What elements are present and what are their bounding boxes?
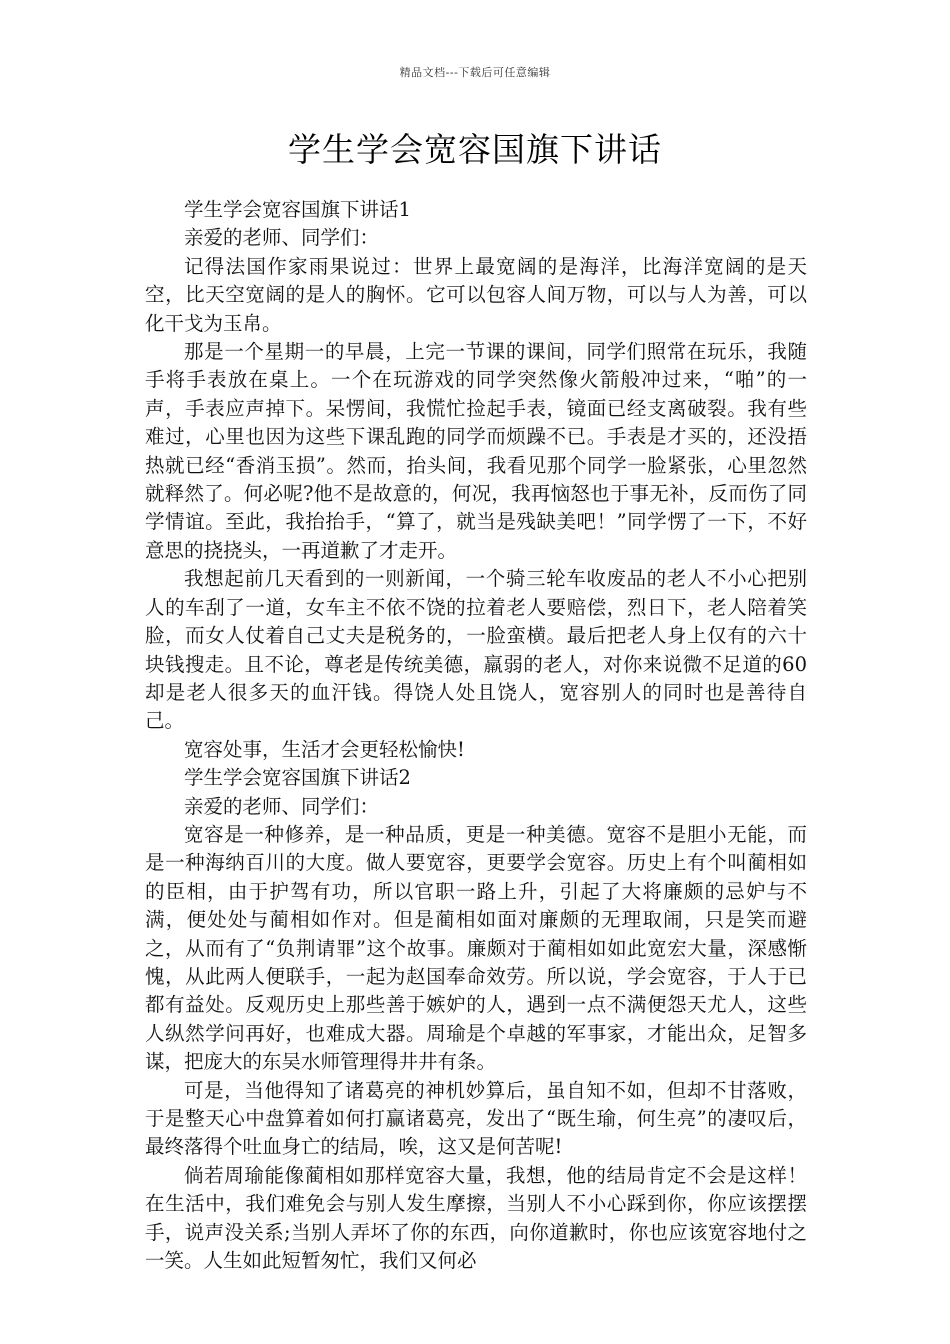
paragraph: 宽容是一种修养，是一种品质，更是一种美德。宽容不是胆小无能，而是一种海纳百川的大度。做人要宽容，更要学会宽容。历史上有个叫蔺相如的臣相，由于护驾有功，所以官职一路上升，引起了大将廉颇的忌妒与不满，便处处与蔺相如作对。但是蔺相如面对廉颇的无理取闹，只是笑而避之，从而有了“负荆请罪”这个故事。廉颇对于蔺相如如此宽宏大量，深感惭愧，从此两人便联手，一起为赵国奉命效劳。所以说，学会宽容，于人于已都有益处。反观历史上那些善于嫉妒的人，遇到一点不满便怨天尤人，这些人纵然学问再好，也难成大器。周瑜是个卓越的军事家，才能出众，足智多谋，把庞大的东吴水师管理得井井有条。 — [145, 822, 807, 1074]
paragraph: 我想起前几天看到的一则新闻，一个骑三轮车收废品的老人不小心把别人的车刮了一道，女车主不依不饶的拉着老人要赔偿，烈日下，老人陪着笑脸，而女人仗着自己丈夫是税务的，一脸蛮横。最后把老人身上仅有的六十块钱搜走。且不论，尊老是传统美德，羸弱的老人，对你来说微不足道的60却是老人很多天的血汗钱。得饶人处且饶人，宽容别人的同时也是善待自己。 — [145, 567, 807, 733]
paragraph: 那是一个星期一的早晨，上完一节课的课间，同学们照常在玩乐，我随手将手表放在桌上。一个在玩游戏的同学突然像火箭般冲过来，“啪”的一声，手表应声掉下。呆愣间，我慌忙捡起手表，镜面已经支离破裂。我有些难过，心里也因为这些下课乱跑的同学而烦躁不已。手表是才买的，还没捂热就已经“香消玉损”。然而，抬头间，我看见那个同学一脸紧张，心里忽然就释然了。何必呢?他不是故意的，何况，我再恼怒也于事无补，反而伤了同学情谊。至此，我抬抬手，“算了，就当是残缺美吧！”同学愣了一下，不好意思的挠挠头，一再道歉了才走开。 — [145, 340, 807, 562]
paragraph: 倘若周瑜能像蔺相如那样宽容大量，我想，他的结局肯定不会是这样！在生活中，我们难免会与别人发生摩擦，当别人不小心踩到你，你应该摆摆手，说声没关系;当别人弄坏了你的东西，向你道歉时，你也应该宽容地付之一笑。人生如此短暂匆忙，我们又何必 — [145, 1163, 807, 1273]
document-title: 学生学会宽容国旗下讲话 — [288, 130, 662, 169]
speech-1-heading: 学生学会宽容国旗下讲话1 — [184, 198, 411, 221]
paragraph: 记得法国作家雨果说过：世界上最宽阔的是海洋，比海洋宽阔的是天空，比天空宽阔的是人的胸怀。它可以包容人间万物，可以与人为善，可以化干戈为玉帛。 — [145, 254, 807, 335]
speech-2-salutation: 亲爱的老师、同学们： — [184, 794, 380, 818]
speech-1-salutation: 亲爱的老师、同学们： — [184, 226, 380, 250]
speech-2-heading: 学生学会宽容国旗下讲话2 — [184, 766, 411, 790]
paragraph: 可是，当他得知了诸葛亮的神机妙算后，虽自知不如，但却不甘落败，于是整天心中盘算着如何打赢诸葛亮，发出了“既生瑜，何生亮”的凄叹后，最终落得个吐血身亡的结局，唉，这又是何苦呢! — [145, 1078, 807, 1159]
page-header-caption: 精品文档---下载后可任意编辑 — [399, 66, 551, 79]
document-body — [145, 196, 807, 1275]
paragraph: 宽容处事，生活才会更轻松愉快! — [184, 737, 465, 761]
